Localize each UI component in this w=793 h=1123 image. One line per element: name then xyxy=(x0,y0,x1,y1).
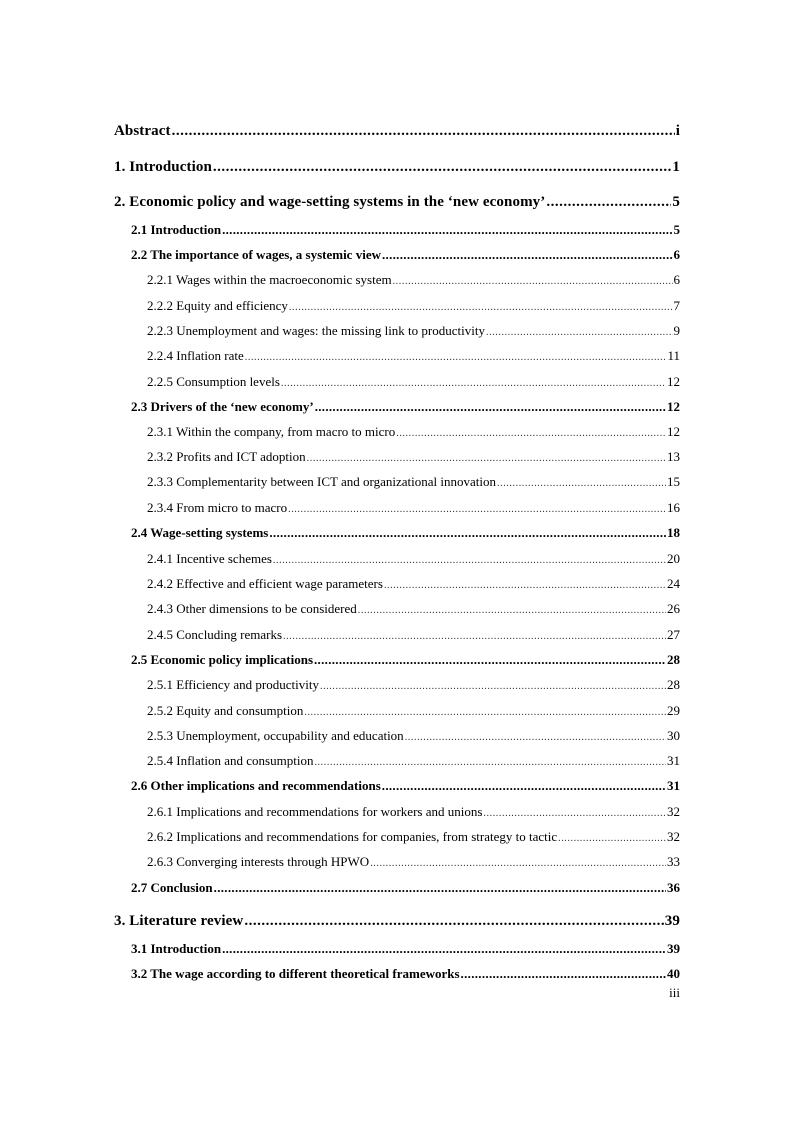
toc-entry-title: 2.6.3 Converging interests through HPWO xyxy=(147,854,370,869)
toc-entry[interactable] xyxy=(114,913,680,930)
dot-leader xyxy=(558,829,666,845)
toc-entry-title: 3.1 Introduction xyxy=(131,941,222,956)
toc-entry-page: 12 xyxy=(667,399,680,414)
toc-entry-title: 2.5.3 Unemployment, occupability and education xyxy=(147,728,404,743)
toc-entry-page: 39 xyxy=(667,941,680,956)
toc-entry-page: 16 xyxy=(667,500,680,515)
toc-entry-title: 2.5.1 Efficiency and productivity xyxy=(147,677,319,692)
toc-entry-title: 1. Introduction xyxy=(114,159,212,175)
dot-leader xyxy=(382,247,673,263)
toc-entry-title: 2.4.3 Other dimensions to be considered xyxy=(147,601,357,616)
toc-entry-page: 32 xyxy=(667,804,680,819)
toc-entry[interactable] xyxy=(131,652,680,668)
dot-leader xyxy=(483,804,666,820)
toc-entry-title: 2.5 Economic policy implications xyxy=(131,652,313,667)
dot-leader xyxy=(315,399,666,415)
toc-entry-page: 9 xyxy=(673,323,680,338)
toc-entry-title: 2.2.1 Wages within the macroeconomic system xyxy=(147,272,392,287)
toc-entry-page: 32 xyxy=(667,829,680,844)
toc-entry-page: 6 xyxy=(673,247,680,262)
dot-leader xyxy=(382,778,666,794)
toc-entry[interactable] xyxy=(147,627,680,643)
toc-entry-page: 40 xyxy=(667,966,680,981)
toc-entry[interactable] xyxy=(147,348,680,364)
dot-leader xyxy=(172,123,675,140)
toc-entry-page: 18 xyxy=(667,525,680,540)
toc-entry-title: 2.5.2 Equity and consumption xyxy=(147,703,304,718)
toc-entry-page: 1 xyxy=(672,159,680,175)
toc-entry-page: 28 xyxy=(667,652,680,667)
toc-entry[interactable] xyxy=(114,123,680,140)
dot-leader xyxy=(393,272,673,288)
toc-entry-title: 2.2.4 Inflation rate xyxy=(147,348,244,363)
toc-entry[interactable] xyxy=(147,551,680,567)
toc-entry[interactable] xyxy=(131,525,680,541)
toc-entry-page: 12 xyxy=(667,424,680,439)
toc-entry[interactable] xyxy=(131,222,680,238)
toc-entry[interactable] xyxy=(147,804,680,820)
toc-entry-title: 2.6.2 Implications and recommendations for companies, from strategy to tactic xyxy=(147,829,558,844)
toc-entry-title: 2.3.2 Profits and ICT adoption xyxy=(147,449,306,464)
toc-entry[interactable] xyxy=(131,880,680,896)
toc-entry-title: 2.2.5 Consumption levels xyxy=(147,374,280,389)
toc-entry[interactable] xyxy=(114,194,680,211)
toc-entry-page: i xyxy=(675,123,680,139)
dot-leader xyxy=(314,753,666,769)
toc-entry-title: 2.6 Other implications and recommendations xyxy=(131,778,381,793)
toc-entry[interactable] xyxy=(131,778,680,794)
toc-entry-page: 30 xyxy=(667,728,680,743)
toc-entry-page: 6 xyxy=(673,272,680,287)
dot-leader xyxy=(213,159,671,176)
toc-entry-page: 26 xyxy=(667,601,680,616)
dot-leader xyxy=(244,913,663,930)
toc-entry-title: 2.3.4 From micro to macro xyxy=(147,500,288,515)
toc-entry-page: 12 xyxy=(667,374,680,389)
toc-entry-page: 31 xyxy=(667,753,680,768)
toc-entry-page: 13 xyxy=(667,449,680,464)
toc-entry-page: 27 xyxy=(667,627,680,642)
toc-entry[interactable] xyxy=(147,449,680,465)
toc-entry-page: 5 xyxy=(672,194,680,210)
dot-leader xyxy=(370,854,666,870)
toc-entry-page: 7 xyxy=(673,298,680,313)
toc-entry-title: 3. Literature review xyxy=(114,913,244,929)
toc-entry[interactable] xyxy=(131,399,680,415)
dot-leader xyxy=(405,728,666,744)
toc-entry-title: 2.4.5 Concluding remarks xyxy=(147,627,283,642)
dot-leader xyxy=(396,424,666,440)
toc-entry-page: 39 xyxy=(664,913,680,929)
toc-entry[interactable] xyxy=(147,728,680,744)
toc-entry[interactable] xyxy=(131,941,680,957)
toc-entry-page: 28 xyxy=(667,677,680,692)
dot-leader xyxy=(222,222,672,238)
dot-leader xyxy=(314,652,666,668)
dot-leader xyxy=(304,703,666,719)
toc-entry-title: 2.5.4 Inflation and consumption xyxy=(147,753,314,768)
toc-entry[interactable] xyxy=(131,247,680,263)
toc-entry[interactable] xyxy=(147,323,680,339)
toc-entry[interactable] xyxy=(147,298,680,314)
dot-leader xyxy=(289,298,673,314)
toc-entry[interactable] xyxy=(147,272,680,288)
toc-entry-title: 2.3.1 Within the company, from macro to micro xyxy=(147,424,396,439)
dot-leader xyxy=(307,449,666,465)
toc-entry-title: Abstract xyxy=(114,123,171,139)
dot-leader xyxy=(320,677,666,693)
page-number: iii xyxy=(669,985,680,1000)
toc-entry[interactable] xyxy=(147,576,680,592)
toc-entry[interactable] xyxy=(147,474,680,490)
toc-entry-title: 2.4.1 Incentive schemes xyxy=(147,551,272,566)
toc-entry[interactable] xyxy=(147,854,680,870)
toc-entry-title: 2.2 The importance of wages, a systemic view xyxy=(131,247,381,262)
toc-entry-page: 33 xyxy=(667,854,680,869)
dot-leader xyxy=(245,348,667,364)
toc-entry-page: 29 xyxy=(667,703,680,718)
dot-leader xyxy=(288,500,666,516)
toc-entry-title: 2.4 Wage-setting systems xyxy=(131,525,269,540)
dot-leader xyxy=(283,627,666,643)
toc-entry-title: 2.1 Introduction xyxy=(131,222,222,237)
toc-entry[interactable] xyxy=(147,500,680,516)
toc-entry[interactable] xyxy=(147,677,680,693)
dot-leader xyxy=(486,323,673,339)
dot-leader xyxy=(214,880,666,896)
dot-leader xyxy=(222,941,666,957)
toc-entry-page: 24 xyxy=(667,576,680,591)
dot-leader xyxy=(358,601,666,617)
dot-leader xyxy=(281,374,666,390)
toc-entry[interactable] xyxy=(147,424,680,440)
toc-entry[interactable] xyxy=(147,601,680,617)
toc-entry-page: 31 xyxy=(667,778,680,793)
toc-entry-title: 2.2.2 Equity and efficiency xyxy=(147,298,288,313)
toc-entry-page: 5 xyxy=(673,222,680,237)
dot-leader xyxy=(546,194,671,211)
dot-leader xyxy=(384,576,666,592)
toc-entry[interactable] xyxy=(147,703,680,719)
toc-entry-title: 2.3.3 Complementarity between ICT and organizational innovation xyxy=(147,474,496,489)
toc-entry-title: 2.6.1 Implications and recommendations for workers and unions xyxy=(147,804,483,819)
dot-leader xyxy=(497,474,666,490)
toc-entry[interactable] xyxy=(147,753,680,769)
dot-leader xyxy=(273,551,666,567)
toc-entry[interactable] xyxy=(114,159,680,176)
toc-entry[interactable] xyxy=(131,966,680,982)
toc-entry-title: 2.4.2 Effective and efficient wage parameters xyxy=(147,576,383,591)
toc-entry-title: 2.7 Conclusion xyxy=(131,880,213,895)
toc-entry[interactable] xyxy=(147,829,680,845)
toc-entry-title: 2.2.3 Unemployment and wages: the missing link to productivity xyxy=(147,323,485,338)
dot-leader xyxy=(269,525,666,541)
toc-entry-page: 36 xyxy=(667,880,680,895)
toc-entry-title: 2.3 Drivers of the ‘new economy’ xyxy=(131,399,314,414)
toc-entry-title: 2. Economic policy and wage-setting systems in the ‘new economy’ xyxy=(114,194,546,210)
toc-entry-page: 11 xyxy=(667,348,680,363)
dot-leader xyxy=(461,966,666,982)
toc-entry-title: 3.2 The wage according to different theoretical frameworks xyxy=(131,966,460,981)
toc-entry[interactable] xyxy=(147,374,680,390)
toc-entry-page: 20 xyxy=(667,551,680,566)
toc-entry-page: 15 xyxy=(667,474,680,489)
